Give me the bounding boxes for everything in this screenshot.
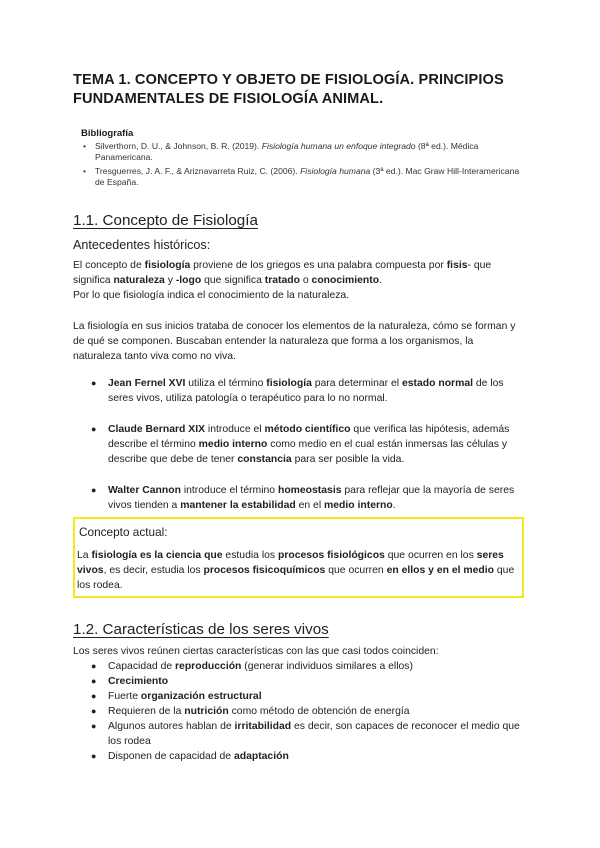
list-item: ● Fuerte organización estructural [91,691,262,702]
list-item: ● Claude Bernard XIX introduce el método científico que verifica las hipótesis, además describe el término medio interno como medio en el cual están inmersas las células y describe que debe de tener constancia para ser posible la vida. [91,424,510,465]
list-item: ● Jean Fernel XVI utiliza el término fisiología para determinar el estado normal de los seres vivos, utiliza patología o terapéutico para lo no normal. [91,378,504,404]
list-item: ● Capacidad de reproducción (generar individuos similares a ellos) [91,661,413,672]
paragraph-etymology: El concepto de fisiología proviene de los griegos es una palabra compuesta por fisis- que significa naturaleza y -logo que significa tratado o conocimiento. Por lo que fisiología indica el conocimiento de la naturaleza. [73,260,492,301]
bibliography-item: • Silverthorn, D. U., & Johnson, B. R. (2019). Fisiología humana un enfoque integrado (8ª ed.). Médica Panamericana. [81,141,531,163]
list-item: ● Disponen de capacidad de adaptación [91,751,289,762]
list-item: ● Algunos autores hablan de irritabilidad es decir, son capaces de reconocer el medio que los rodea [91,721,520,747]
section-heading-concepto: 1.1. Concepto de Fisiología [73,212,258,229]
list-item: ● Walter Cannon introduce el término homeostasis para reflejar que la mayoría de seres vivos tienden a mantener la estabilidad en el medio interno. [91,485,515,511]
section-heading-caracteristicas: 1.2. Características de los seres vivos [73,621,329,638]
bibliography-heading: Bibliografía [81,128,134,139]
bibliography-list [81,141,531,191]
concept-box-text: La fisiología es la ciencia que estudia los procesos fisiológicos que ocurren en los seres vivos, es decir, estudia los procesos fisicoquímicos que ocurren en ellos y en el medio que los rodea. [77,550,515,591]
history-bullet-list [91,376,523,513]
paragraph-intro: Los seres vivos reúnen ciertas características con las que casi todos coinciden: [73,646,439,657]
document-title: TEMA 1. CONCEPTO Y OBJETO DE FISIOLOGÍA. PRINCIPIOS FUNDAMENTALES DE FISIOLOGÍA ANIMAL. [73,72,504,107]
characteristics-list [91,659,531,764]
list-item: ● Requieren de la nutrición como método de obtención de energía [91,706,410,717]
concept-box-label: Concepto actual: [79,525,168,539]
subheading-antecedentes: Antecedentes históricos: [73,238,211,252]
paragraph-origins: La fisiología en sus inicios trataba de conocer los elementos de la naturaleza, cómo se forman y de qué se componen. Buscaban entender la naturaleza que forma a los organismos, la naturaleza tanto viva como no viva. [73,321,516,362]
list-item: ● Crecimiento [91,676,169,687]
bibliography-item: • Tresguerres, J. A. F., & Ariznavarreta Ruiz, C. (2006). Fisiología humana (3ª ed.). Mac Graw Hill-Interamericana de España. [81,166,531,188]
concept-highlight-box [73,517,524,598]
